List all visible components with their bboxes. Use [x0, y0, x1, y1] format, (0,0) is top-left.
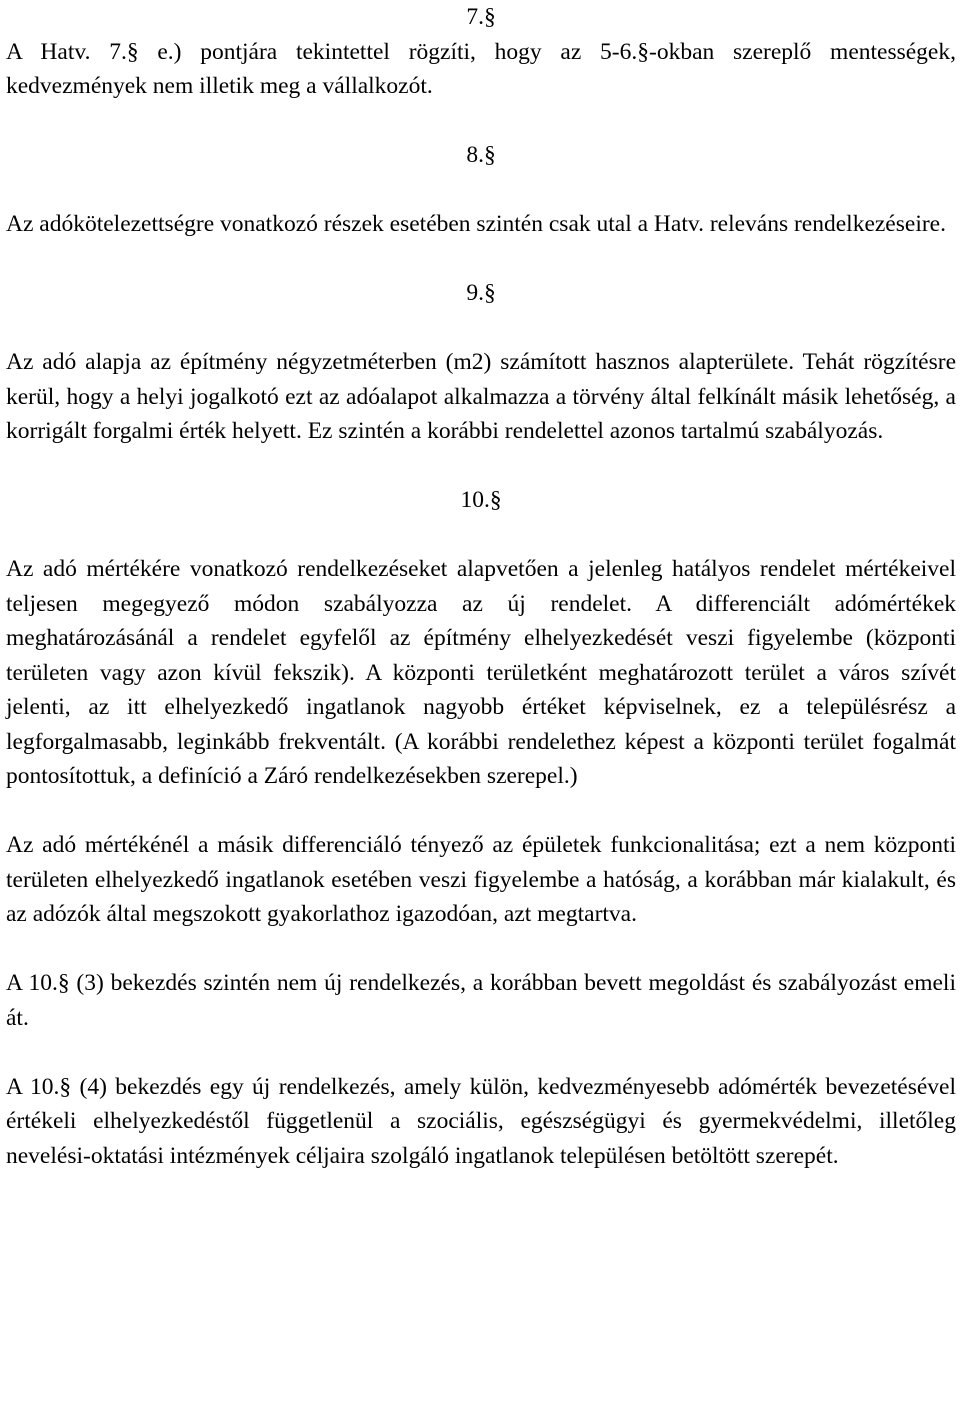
section-10-paragraph-4: A 10.§ (4) bekezdés egy új rendelkezés, amely külön, kedvezményesebb adómérték bevezetésével értékeli elhelyezkedéstől függetlenül a szociális, egészségügyi és gyermekvédelmi, illetőleg nevelési-oktatási intézmények céljaira szolgáló ingatlanok településen betöltött szerepét. [6, 1073, 956, 1169]
section-7-paragraph-1: A Hatv. 7.§ e.) pontjára tekintettel rögzíti, hogy az 5-6.§-okban szereplő mentességek, kedvezmények nem illetik meg a vállalkozót. [6, 38, 956, 99]
spacer [6, 242, 956, 277]
spacer [6, 173, 956, 208]
section-10-paragraph-3: A 10.§ (3) bekezdés szintén nem új rendelkezés, a korábban bevett megoldást és szabályozást emeli át. [6, 970, 956, 1031]
section-heading-9: 9.§ [466, 280, 496, 306]
section-heading-7: 7.§ [466, 4, 496, 30]
section-8-paragraph-1: Az adókötelezettségre vonatkozó részek esetében szintén csak utal a Hatv. releváns rendelkezéseire. [6, 211, 946, 237]
document-page [6, 0, 956, 1173]
spacer [6, 104, 956, 139]
section-10-paragraph-2: Az adó mértékénél a másik differenciáló tényező az épületek funkcionalitása; ezt a nem központi területen elhelyezkedő ingatlanok esetében veszi figyelembe a hatóság, a korábban már kialakult, és az adózók által megszokott gyakorlathoz igazodóan, azt megtartva. [6, 832, 956, 927]
spacer [6, 449, 956, 484]
section-heading-8: 8.§ [466, 142, 496, 168]
section-9-paragraph-1: Az adó alapja az építmény négyzetméterben (m2) számított hasznos alapterülete. Tehát rögzítésre kerül, hogy a helyi jogalkotó ezt az adóalapot alkalmazza a törvény által felkínált másik lehetőség, a korrigált forgalmi érték helyett. Ez szintén a korábbi rendelettel azonos tartalmú szabályozás. [6, 349, 956, 444]
spacer [6, 794, 956, 829]
section-10-paragraph-1: Az adó mértékére vonatkozó rendelkezéseket alapvetően a jelenleg hatályos rendelet mértékeivel teljesen megegyező módon szabályozza az új rendelet. A differenciált adómértékek meghatározásánál a rendelet egyfelől az építmény elhelyezkedését veszi figyelembe (központi területen vagy azon kívül fekszik). A központi területként meghatározott terület a város szívét jelenti, az itt elhelyezkedő ingatlanok nagyobb értéket képviselnek, ez a településrész a legforgalmasabb, leginkább frekventált. (A korábbi rendelethez képest a központi terület fogalmát pontosítottuk, a definíció a Záró rendelkezésekben szerepel.) [6, 556, 956, 789]
spacer [6, 1035, 956, 1070]
spacer [6, 311, 956, 346]
section-heading-10: 10.§ [460, 487, 502, 513]
spacer [6, 518, 956, 553]
spacer [6, 932, 956, 967]
